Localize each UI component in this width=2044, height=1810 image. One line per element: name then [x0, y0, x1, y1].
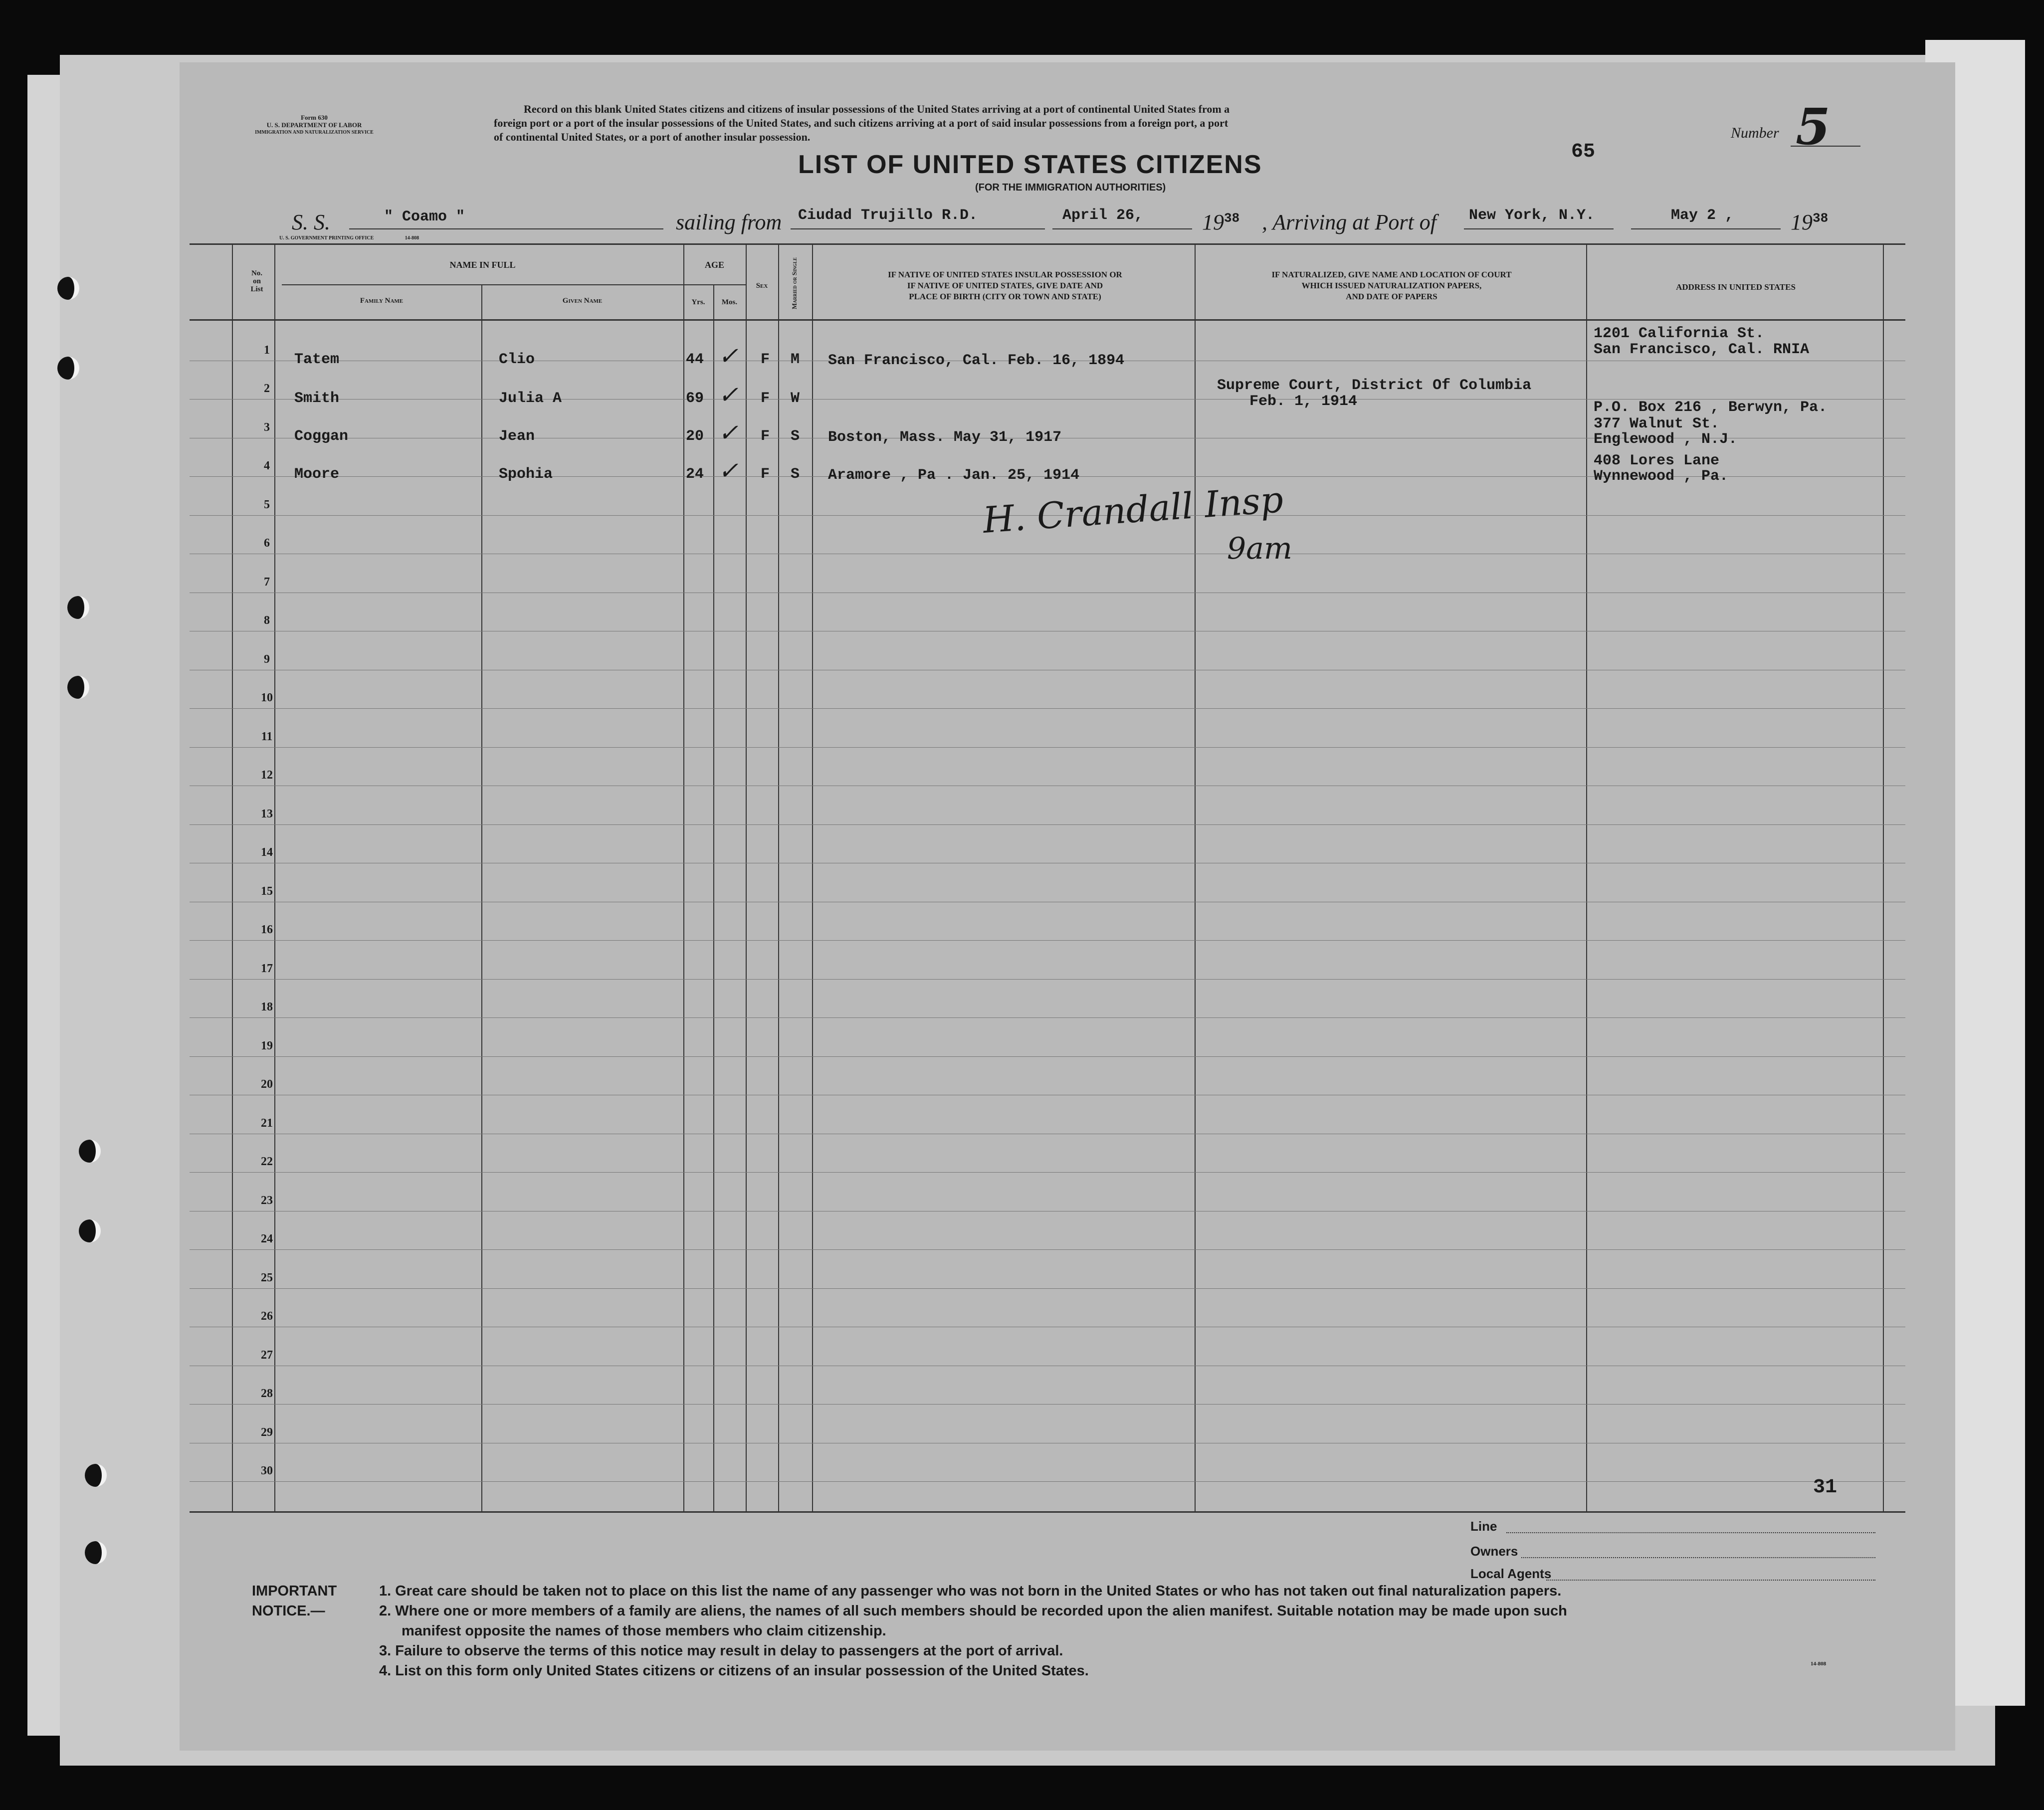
- family-name-cell: Smith: [294, 390, 340, 407]
- family-name-cell: Moore: [294, 466, 340, 483]
- row-line: [190, 940, 1905, 941]
- department-name: U. S. DEPARTMENT OF LABOR: [266, 121, 362, 129]
- marital-status-cell: M: [791, 351, 800, 368]
- row-number: 14: [261, 846, 273, 859]
- check-mark-icon: ✓: [718, 419, 739, 447]
- header-text: AND DATE OF PAPERS: [1346, 292, 1437, 301]
- row-number: 25: [261, 1271, 273, 1284]
- row-number: 18: [261, 1001, 273, 1013]
- given-name-cell: Clio: [499, 351, 535, 368]
- notice-item: 2. Where one or more members of a family are aliens, the names of all such members should be recorded upon the alien manifest. Suitable notation may be made upon such: [379, 1603, 1567, 1619]
- header-no-on-list: [239, 269, 274, 293]
- service-name: IMMIGRATION AND NATURALIZATION SERVICE: [255, 130, 374, 135]
- inspector-signature: H. Crandall Insp: [981, 478, 1285, 541]
- agents-field: [1546, 1580, 1875, 1581]
- year-prefix: 19: [1202, 210, 1224, 234]
- header-text: on: [253, 277, 261, 285]
- column-divider: [683, 243, 684, 1513]
- row-number: 29: [261, 1425, 273, 1439]
- line-label: Line: [1470, 1519, 1497, 1534]
- binder-hole: [67, 676, 89, 699]
- underline: [1464, 228, 1614, 229]
- address-cell: San Francisco, Cal. RNIA: [1594, 341, 1810, 358]
- header-text: IF NATIVE OF UNITED STATES INSULAR POSSESSION OR: [888, 270, 1122, 279]
- address-cell: 408 Lores Lane: [1594, 452, 1720, 469]
- row-line: [190, 1404, 1905, 1405]
- form-number: Form 630: [301, 114, 328, 121]
- address-cell: Wynnewood , Pa.: [1594, 468, 1729, 485]
- header-text: PLACE OF BIRTH (CITY OR TOWN AND STATE): [909, 292, 1101, 301]
- arrive-year: [1791, 209, 1828, 235]
- header-mos: Mos.: [721, 298, 738, 306]
- manifest-page: [180, 62, 1955, 1751]
- row-number: 3: [264, 420, 270, 434]
- header-family-name: Family Name: [360, 297, 404, 305]
- row-number: 4: [264, 459, 270, 472]
- row-number: 26: [261, 1310, 273, 1323]
- row-number: 22: [261, 1155, 273, 1168]
- row-number: 24: [261, 1232, 273, 1245]
- header-age: AGE: [704, 260, 724, 270]
- row-number: 27: [261, 1348, 273, 1362]
- ship-name: " Coamo ": [384, 208, 465, 225]
- row-line: [190, 824, 1905, 825]
- arriving-label: , Arriving at Port of: [1262, 210, 1436, 234]
- form-id-block: [219, 114, 409, 136]
- birthplace-cell: Aramore , Pa . Jan. 25, 1914: [828, 467, 1080, 484]
- header-name-in-full: NAME IN FULL: [449, 260, 516, 270]
- address-cell: P.O. Box 216 , Berwyn, Pa.: [1594, 399, 1828, 416]
- birthplace-cell: Boston, Mass. May 31, 1917: [828, 429, 1062, 446]
- page-title: LIST OF UNITED STATES CITIZENS: [798, 150, 1262, 179]
- check-mark-icon: ✓: [718, 457, 739, 485]
- arrive-year-value: 38: [1813, 210, 1829, 226]
- header-naturalized: [1200, 269, 1584, 302]
- table-bottom-border: [190, 1511, 1905, 1513]
- row-number: 11: [261, 730, 273, 743]
- birthplace-cell: San Francisco, Cal. Feb. 16, 1894: [828, 352, 1125, 369]
- row-line: [190, 1481, 1905, 1482]
- column-divider: [232, 243, 233, 1513]
- header-text: IF NATURALIZED, GIVE NAME AND LOCATION OF COURT: [1271, 270, 1512, 279]
- header-yrs: Yrs.: [691, 298, 705, 306]
- binder-hole: [79, 1219, 101, 1242]
- row-number: 12: [261, 769, 273, 782]
- header-text: No.: [251, 269, 263, 277]
- from-port: Ciudad Trujillo R.D.: [798, 207, 978, 224]
- row-line: [190, 1288, 1905, 1289]
- time-annotation: 9am: [1227, 531, 1292, 566]
- column-divider: [746, 243, 747, 1513]
- owners-label: Owners: [1470, 1544, 1518, 1559]
- notice-item: 3. Failure to observe the terms of this notice may result in delay to passengers at the port of arrival.: [379, 1643, 1063, 1659]
- header-text: WHICH ISSUED NATURALIZATION PAPERS,: [1301, 281, 1482, 290]
- marital-status-cell: S: [791, 466, 800, 483]
- header-given-name: Given Name: [562, 297, 603, 305]
- row-number: 30: [261, 1464, 273, 1477]
- row-line: [190, 979, 1905, 980]
- column-divider: [812, 243, 813, 1513]
- row-line: [190, 708, 1905, 709]
- binder-hole: [57, 357, 79, 380]
- header-text: IF NATIVE OF UNITED STATES, GIVE DATE AND: [907, 281, 1103, 290]
- printing-office-name: U. S. GOVERNMENT PRINTING OFFICE: [279, 235, 374, 241]
- underline: [1631, 228, 1781, 229]
- row-number: 10: [261, 691, 273, 704]
- sex-cell: F: [761, 351, 770, 368]
- age-years-cell: 69: [686, 390, 704, 407]
- page-subtitle: (FOR THE IMMIGRATION AUTHORITIES): [975, 182, 1166, 193]
- given-name-cell: Spohia: [499, 466, 553, 483]
- row-number: 19: [261, 1039, 273, 1052]
- binder-hole: [79, 1140, 101, 1163]
- row-number: 5: [264, 498, 270, 511]
- age-years-cell: 24: [686, 466, 704, 483]
- sex-cell: F: [761, 428, 770, 445]
- owners-field: [1521, 1557, 1875, 1558]
- row-number: 15: [261, 884, 273, 898]
- family-name-cell: Tatem: [294, 351, 340, 368]
- row-number: 8: [264, 614, 270, 627]
- notice-item: 4. List on this form only United States citizens or citizens of an insular possession of the United States.: [379, 1663, 1089, 1679]
- number-label: Number: [1731, 125, 1779, 141]
- row-line: [190, 1017, 1905, 1018]
- to-port: New York, N.Y.: [1469, 207, 1595, 224]
- row-line: [190, 1172, 1905, 1173]
- family-name-cell: Coggan: [294, 428, 349, 445]
- row-number: 16: [261, 923, 273, 936]
- sailing-label: sailing from: [676, 210, 782, 234]
- notice-title: IMPORTANT NOTICE.—: [252, 1583, 337, 1619]
- row-number: 9: [264, 652, 270, 666]
- court-cell: Supreme Court, District Of Columbia: [1217, 377, 1532, 394]
- printing-code: 14-808: [405, 235, 419, 241]
- binder-hole: [67, 596, 89, 619]
- column-divider: [1195, 243, 1196, 1513]
- age-years-cell: 44: [686, 351, 704, 368]
- header-text: List: [250, 285, 263, 293]
- address-cell: 1201 California St.: [1594, 325, 1765, 342]
- column-divider: [481, 284, 482, 1513]
- address-cell: 377 Walnut St.: [1594, 415, 1720, 432]
- record-line: foreign port or a port of the insular possessions of the United States, and such citizens arriving at a port of said insular possessions from a foreign port, a port: [494, 117, 1228, 129]
- column-divider: [713, 284, 714, 1513]
- header-married-single: Married or Single: [791, 257, 798, 310]
- check-mark-icon: ✓: [718, 342, 739, 370]
- table-top-border: [190, 243, 1905, 245]
- row-number: 23: [261, 1194, 273, 1207]
- agents-label: Local Agents: [1470, 1566, 1552, 1581]
- binder-hole: [57, 277, 79, 300]
- underline: [791, 228, 1045, 229]
- list-number: 5: [1796, 97, 1831, 156]
- row-line: [190, 747, 1905, 748]
- row-number: 1: [264, 343, 270, 357]
- row-line: [190, 1249, 1905, 1250]
- notice-item: manifest opposite the names of those members who claim citizenship.: [402, 1623, 886, 1639]
- age-years-cell: 20: [686, 428, 704, 445]
- check-mark-icon: ✓: [718, 381, 739, 409]
- notice-item: 1. Great care should be taken not to place on this list the name of any passenger who was not born in the United States or who has not taken out final naturalization papers.: [379, 1583, 1562, 1599]
- header-birth: [818, 269, 1192, 302]
- sex-cell: F: [761, 390, 770, 407]
- underline: [349, 228, 663, 229]
- marital-status-cell: S: [791, 428, 800, 445]
- sail-date: April 26,: [1062, 207, 1144, 224]
- header-bottom-border: [190, 319, 1905, 321]
- ss-label: S. S.: [292, 210, 330, 234]
- column-divider: [778, 243, 779, 1513]
- footer-code: 14-808: [1811, 1661, 1827, 1667]
- binder-hole: [85, 1464, 107, 1487]
- record-line: of continental United States, or a port of another insular possession.: [494, 131, 811, 143]
- row-line: [190, 1056, 1905, 1057]
- underline: [1791, 146, 1860, 147]
- row-number: 13: [261, 807, 273, 820]
- sail-year: [1202, 209, 1239, 235]
- row-number: 6: [264, 537, 270, 550]
- line-field: [1506, 1532, 1875, 1533]
- given-name-cell: Julia A: [499, 390, 562, 407]
- page-marker: 31: [1813, 1476, 1838, 1499]
- header-divider: [282, 284, 746, 285]
- header-sex: Sex: [756, 282, 768, 290]
- record-instructions: [494, 102, 1890, 144]
- row-number: 28: [261, 1387, 273, 1400]
- marital-status-cell: W: [791, 390, 800, 407]
- court-date-cell: Feb. 1, 1914: [1249, 393, 1358, 410]
- column-divider: [1883, 243, 1884, 1513]
- header-address: ADDRESS IN UNITED STATES: [1676, 282, 1796, 292]
- binder-hole: [85, 1541, 107, 1564]
- row-number: 17: [261, 962, 273, 975]
- underline: [1052, 228, 1192, 229]
- printing-office: [279, 234, 419, 242]
- row-number: 2: [264, 382, 270, 395]
- row-number: 21: [261, 1116, 273, 1130]
- row-number: 20: [261, 1078, 273, 1091]
- year-prefix: 19: [1791, 210, 1813, 234]
- record-line: Record on this blank United States citizens and citizens of insular possessions of the United States arriving at a port of continental United States from a: [524, 103, 1230, 115]
- sail-year-value: 38: [1224, 210, 1240, 226]
- row-number: 7: [264, 575, 270, 589]
- notice-list: [379, 1581, 1875, 1681]
- arrive-date: May 2 ,: [1671, 207, 1734, 224]
- stamp-number: 65: [1571, 141, 1596, 163]
- column-divider: [1586, 243, 1587, 1513]
- address-cell: Englewood , N.J.: [1594, 431, 1738, 448]
- sex-cell: F: [761, 466, 770, 483]
- given-name-cell: Jean: [499, 428, 535, 445]
